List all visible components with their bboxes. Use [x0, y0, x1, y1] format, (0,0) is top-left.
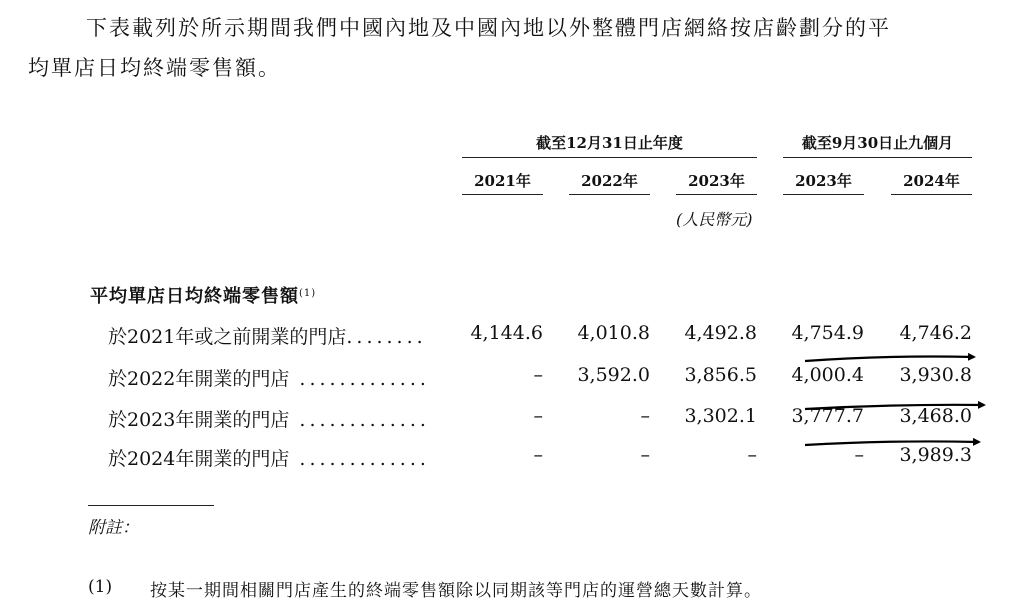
cell-r1-c5: 4,746.2 [899, 322, 972, 344]
intro-line-2: 均單店日均終端零售額。 [28, 56, 281, 80]
cell-r2-c4: 4,000.4 [791, 364, 864, 386]
cell-r2-c2: 3,592.0 [577, 364, 650, 386]
section-title-text: 平均單店日均終端零售額 [90, 286, 299, 307]
cell-r3-c3: 3,302.1 [684, 405, 757, 427]
note-text: 按某一期間相關門店產生的終端零售額除以同期該等門店的運營總天數計算。 [150, 581, 762, 601]
row-label-2023: 於2023年開業的門店 ............. [108, 409, 430, 431]
cell-r4-c4: – [854, 444, 864, 466]
year-header-2021: 2021年 [474, 172, 531, 190]
dot-leader: ............. [289, 409, 430, 431]
arrow-3 [805, 441, 979, 445]
footnote-ref: (1) [299, 288, 317, 299]
cell-r3-c2: – [640, 405, 650, 427]
note-number: (1) [88, 577, 113, 597]
cell-r1-c1: 4,144.6 [470, 322, 543, 344]
arrow-1 [805, 357, 974, 362]
notes-label: 附註： [88, 518, 139, 538]
cell-r2-c5: 3,930.8 [899, 364, 972, 386]
cell-r4-c2: – [640, 444, 650, 466]
year-header-2022: 2022年 [581, 172, 638, 190]
cell-r3-c1: – [533, 405, 543, 427]
dot-leader: ............. [289, 368, 430, 390]
header-group-year-end: 截至12月31日止年度 [536, 134, 683, 152]
arrow-2 [805, 405, 984, 409]
header-group-nine-months: 截至9月30日止九個月 [801, 134, 954, 152]
dot-leader: ............. [289, 448, 430, 470]
cell-r4-c3: – [747, 444, 757, 466]
footnote-separator [88, 505, 214, 506]
cell-r2-c1: – [533, 364, 543, 386]
cell-r2-c3: 3,856.5 [684, 364, 757, 386]
cell-r1-c4: 4,754.9 [791, 322, 864, 344]
currency-unit: (人民幣元) [676, 210, 753, 229]
intro-line-1: 下表載列於所示期間我們中國內地及中國內地以外整體門店網絡按店齡劃分的平 [86, 16, 891, 40]
cell-r1-c2: 4,010.8 [577, 322, 650, 344]
cell-r4-c1: – [533, 444, 543, 466]
row-label-2024: 於2024年開業的門店 ............. [108, 448, 430, 470]
cell-r1-c3: 4,492.8 [684, 322, 757, 344]
cell-r4-c5: 3,989.3 [899, 444, 972, 466]
year-header-2023: 2023年 [688, 172, 745, 190]
cell-r3-c4: 3,777.7 [791, 405, 864, 427]
year-header-2023-nine-months: 2023年 [795, 172, 852, 190]
row-label-2021-or-before: 於2021年或之前開業的門店........ [108, 326, 427, 348]
year-header-2024-nine-months: 2024年 [903, 172, 960, 190]
dot-leader: ........ [346, 326, 427, 348]
cell-r3-c5: 3,468.0 [899, 405, 972, 427]
row-label-2022: 於2022年開業的門店 ............. [108, 368, 430, 390]
